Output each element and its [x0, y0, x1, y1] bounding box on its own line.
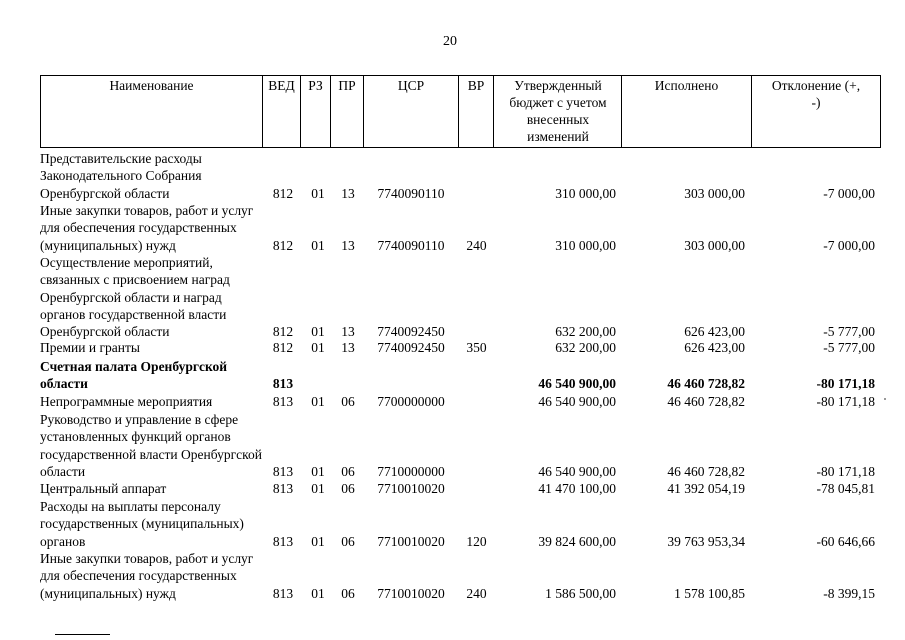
row-name: Осуществление мероприятий, связанных с присвоением наград Оренбургской области и наград органов государственной власти Оренбургской области — [40, 255, 230, 340]
table-row — [0, 393, 905, 410]
cell-budget: 632 200,00 — [555, 324, 616, 340]
cell-ved: 813 — [272, 463, 294, 479]
header-name: Наименование — [109, 78, 194, 93]
row-name: Счетная палата Оренбургской области — [40, 359, 228, 392]
cell-csr: 7710010020 — [377, 585, 445, 601]
cell-deviation: -78 045,81 — [816, 481, 875, 496]
cell-csr: 7710000000 — [377, 463, 445, 479]
cell-rz: 01 — [311, 394, 325, 409]
cell-rz: 01 — [311, 481, 325, 496]
cell-executed: 46 460 728,82 — [667, 394, 745, 409]
cell-deviation: -60 646,66 — [816, 533, 875, 549]
cell-pr: 13 — [341, 340, 355, 355]
column-divider — [751, 75, 752, 148]
header-deviation: Отклонение (+, -) — [771, 78, 861, 110]
table-row — [0, 358, 905, 393]
cell-rz: 01 — [311, 463, 325, 479]
cell-csr: 7710010020 — [377, 533, 445, 549]
header-budget: Утвержденный бюджет с учетом внесенных изменений — [509, 78, 607, 144]
table-row — [0, 480, 905, 497]
cell-ved: 813 — [272, 481, 294, 496]
cell-deviation: -7 000,00 — [823, 237, 875, 253]
row-name: Иные закупки товаров, работ и услуг для обеспечения государственных (муниципальных) нужд — [40, 203, 254, 253]
cell-vr: 240 — [466, 237, 487, 253]
cell-budget: 46 540 900,00 — [538, 463, 616, 479]
row-name: Премии и гранты — [40, 340, 140, 355]
cell-deviation: -8 399,15 — [823, 585, 875, 601]
table-row — [0, 254, 905, 341]
table-row — [0, 498, 905, 550]
row-name: Непрограммные мероприятия — [40, 394, 213, 409]
cell-executed: 626 423,00 — [684, 340, 745, 355]
cell-pr: 06 — [341, 533, 355, 549]
cell-budget: 310 000,00 — [555, 237, 616, 253]
table-row — [0, 202, 905, 254]
cell-ved: 812 — [272, 340, 294, 355]
cell-deviation: -7 000,00 — [823, 185, 875, 201]
cell-executed: 303 000,00 — [684, 237, 745, 253]
cell-rz: 01 — [311, 237, 325, 253]
cell-csr: 7740090110 — [377, 185, 445, 201]
cell-budget: 1 586 500,00 — [545, 585, 616, 601]
header-executed: Исполнено — [654, 78, 719, 93]
row-name: Иные закупки товаров, работ и услуг для обеспечения государственных (муниципальных) нужд — [40, 551, 254, 601]
cell-executed: 46 460 728,82 — [667, 463, 745, 479]
cell-executed: 303 000,00 — [684, 185, 745, 201]
cell-budget: 310 000,00 — [555, 185, 616, 201]
footnote-rule — [55, 634, 110, 635]
row-name: Расходы на выплаты персоналу государственных (муниципальных) органов — [40, 499, 244, 549]
cell-rz: 01 — [311, 340, 325, 355]
cell-ved: 812 — [272, 237, 294, 253]
cell-csr: 7700000000 — [377, 394, 445, 409]
row-name: Центральный аппарат — [40, 481, 167, 496]
page-number: 20 — [443, 34, 457, 49]
cell-deviation: -5 777,00 — [823, 324, 875, 340]
table-row — [0, 411, 905, 480]
cell-rz: 01 — [311, 185, 325, 201]
cell-deviation: -80 171,18 — [816, 463, 875, 479]
cell-vr: 240 — [466, 585, 487, 601]
cell-rz: 01 — [311, 533, 325, 549]
cell-pr: 06 — [341, 481, 355, 496]
cell-deviation: -5 777,00 — [823, 340, 875, 355]
row-name: Представительские расходы Законодательного Собрания Оренбургской области — [40, 151, 202, 201]
cell-pr: 06 — [341, 463, 355, 479]
cell-ved: 813 — [272, 394, 294, 409]
cell-pr: 13 — [341, 324, 355, 340]
cell-ved: 813 — [272, 533, 294, 549]
cell-budget: 632 200,00 — [555, 340, 616, 355]
header-csr: ЦСР — [397, 78, 425, 93]
cell-deviation: -80 171,18 — [816, 394, 875, 409]
cell-executed: 39 763 953,34 — [667, 533, 745, 549]
cell-pr: 13 — [341, 185, 355, 201]
cell-budget: 41 470 100,00 — [538, 481, 616, 496]
cell-ved: 812 — [272, 185, 294, 201]
cell-budget: 39 824 600,00 — [538, 533, 616, 549]
cell-executed: 46 460 728,82 — [667, 376, 745, 392]
row-name: Руководство и управление в сфере установленных функций органов государственной власти Оренбургской области — [40, 412, 262, 479]
column-divider — [493, 75, 494, 148]
cell-csr: 7740092450 — [377, 324, 445, 340]
cell-csr: 7740092450 — [377, 340, 445, 355]
cell-pr: 06 — [341, 394, 355, 409]
cell-ved: 813 — [272, 585, 294, 601]
scan-speck — [884, 398, 886, 400]
header-ved: ВЕД — [268, 78, 295, 93]
cell-executed: 41 392 054,19 — [667, 481, 745, 496]
cell-vr: 120 — [466, 533, 487, 549]
cell-csr: 7710010020 — [377, 481, 445, 496]
cell-budget: 46 540 900,00 — [538, 394, 616, 409]
cell-ved: 813 — [272, 376, 294, 392]
cell-executed: 626 423,00 — [684, 324, 745, 340]
cell-budget: 46 540 900,00 — [538, 376, 616, 392]
cell-rz: 01 — [311, 585, 325, 601]
header-vr: ВР — [467, 78, 485, 93]
header-pr: ПР — [338, 78, 356, 93]
cell-ved: 812 — [272, 324, 294, 340]
header-rz: РЗ — [308, 78, 323, 93]
table-row — [0, 150, 905, 202]
cell-executed: 1 578 100,85 — [674, 585, 745, 601]
cell-pr: 06 — [341, 585, 355, 601]
table-row — [0, 339, 905, 356]
cell-pr: 13 — [341, 237, 355, 253]
table-row — [0, 550, 905, 602]
cell-deviation: -80 171,18 — [816, 376, 875, 392]
cell-vr: 350 — [466, 340, 487, 355]
cell-rz: 01 — [311, 324, 325, 340]
cell-csr: 7740090110 — [377, 237, 445, 253]
